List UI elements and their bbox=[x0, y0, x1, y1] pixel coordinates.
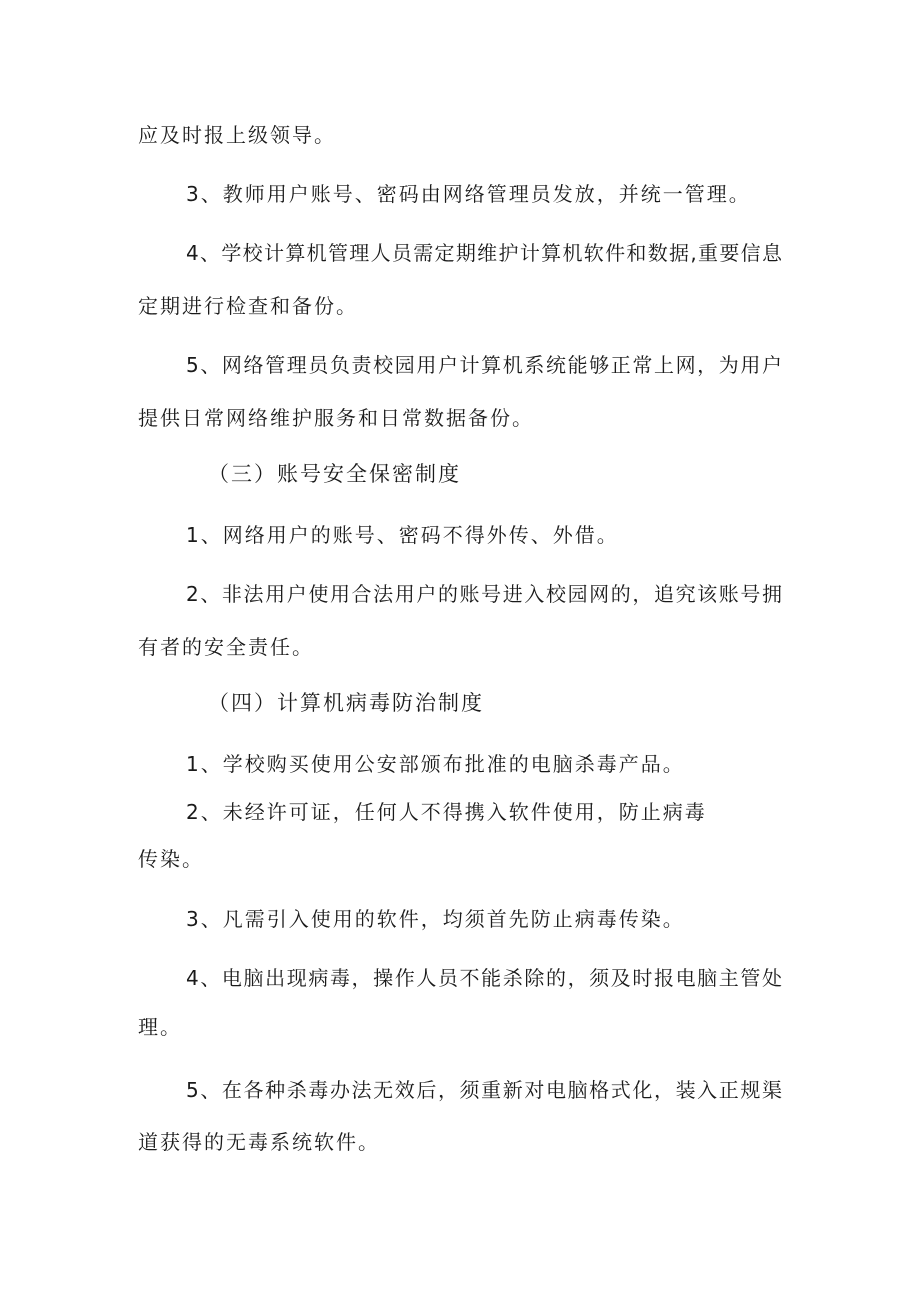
text-line: 有者的安全责任。 bbox=[138, 635, 314, 659]
text-line: 提供日常网络维护服务和日常数据备份。 bbox=[138, 406, 534, 430]
text-line: 2、未经许可证，任何人不得携入软件使用，防止病毒 bbox=[186, 800, 707, 824]
text-line: 传染。 bbox=[138, 847, 204, 871]
text-line: 1、网络用户的账号、密码不得外传、外借。 bbox=[186, 523, 619, 547]
text-line: 2、非法用户使用合法用户的账号进入校园网的，追究该账号拥 bbox=[186, 582, 782, 606]
text-line: 5、在各种杀毒办法无效后，须重新对电脑格式化，装入正规渠 bbox=[186, 1078, 782, 1102]
text-line: 4、电脑出现病毒，操作人员不能杀除的，须及时报电脑主管处 bbox=[186, 966, 782, 990]
text-line: 3、凡需引入使用的软件，均须首先防止病毒传染。 bbox=[186, 907, 685, 931]
section-heading: （四）计算机病毒防治制度 bbox=[208, 691, 484, 715]
text-line: 1、学校购买使用公安部颁布批准的电脑杀毒产品。 bbox=[186, 752, 685, 776]
section-heading: （三）账号安全保密制度 bbox=[208, 462, 461, 486]
text-line: 道获得的无毒系统软件。 bbox=[138, 1130, 380, 1154]
text-line: 3、教师用户账号、密码由网络管理员发放，并统一管理。 bbox=[186, 182, 751, 206]
text-line: 5、网络管理员负责校园用户计算机系统能够正常上网，为用户 bbox=[186, 353, 782, 377]
text-line: 4、学校计算机管理人员需定期维护计算机软件和数据,重要信息 bbox=[186, 241, 782, 265]
text-line: 应及时报上级领导。 bbox=[138, 123, 336, 147]
text-line: 定期进行检查和备份。 bbox=[138, 294, 358, 318]
text-line: 理。 bbox=[138, 1015, 182, 1039]
